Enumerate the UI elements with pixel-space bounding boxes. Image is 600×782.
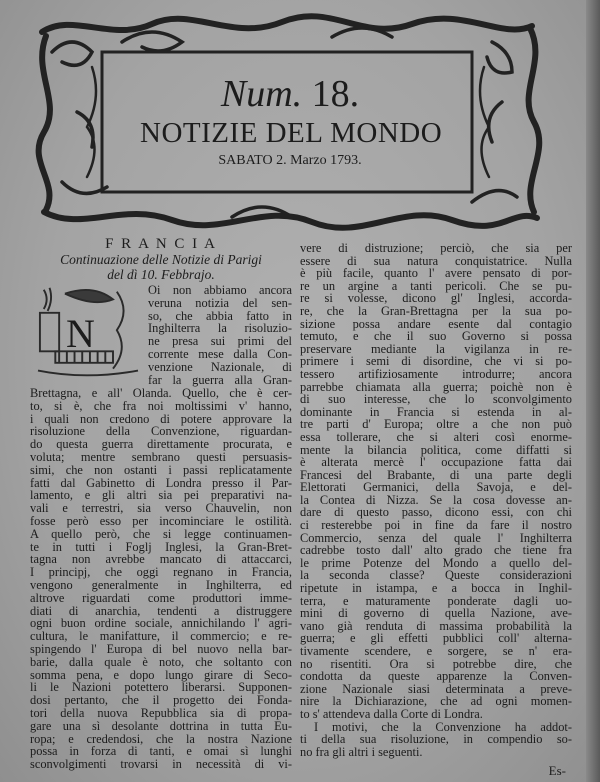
text-line: no risentiti. Ora si potrebbe dire, che <box>300 656 572 671</box>
text-line: re si volesse, dicono gl' Inglesi, accorda- <box>300 291 572 306</box>
text-line: to s' attendeva dalla Corte di Londra. <box>300 706 483 721</box>
text-line: veruna notizia del sen- <box>148 295 292 310</box>
text-line: venzione Nazionale, di <box>148 359 292 374</box>
newspaper-title: NOTIZIE DEL MONDO <box>140 117 443 149</box>
text-line: far la guerra alla Gran- <box>148 372 292 387</box>
section-heading: F R A N C I A <box>105 236 217 252</box>
text-line: Elettorati Germanici, della Savoja, e del- <box>300 480 572 495</box>
text-line: Inghilterra la risoluzio- <box>148 321 292 336</box>
text-line: re un argine a tanti pericoli. Che se pu- <box>300 278 572 293</box>
text-line: Commercio, senza del quale l' Inghilterra <box>300 530 572 545</box>
issue-number-value: 18. <box>311 73 360 115</box>
issue-number-prefix: Num. <box>220 73 303 115</box>
text-line: I motivi, che la Convenzione ha addot- <box>314 719 572 734</box>
text-line: fosse però esso per incominciare le ostilità. <box>30 513 292 528</box>
section-subheading: Continuazione delle Notizie di Parigi <box>60 252 262 267</box>
text-line: di suo interesse, che lo sconvolgimento <box>300 392 572 407</box>
text-line: è più facile, quanto l' avere pensato di por- <box>300 266 572 281</box>
text-line: dosi pertanto, che il progetto dei Fonda- <box>30 693 292 708</box>
text-line: temuto, e che il suo Governo si possa <box>300 329 572 344</box>
text-line: altrove riguardati come produttori imme- <box>30 590 292 605</box>
text-line: I principj, che oggi regnano in Francia, <box>30 565 292 580</box>
text-line: terra, e maturamente ponderate dagli uo- <box>300 593 572 608</box>
left-column <box>30 387 292 771</box>
text-line: barie, dalla quale è noto, che soltanto con <box>30 654 292 669</box>
text-line: vali e terrestri, sia verso Chauvelin, non <box>30 501 292 516</box>
text-line: spingendo l' Europa di bel nuovo nella bar- <box>30 641 292 656</box>
text-line: essa tollerare, che si alteri così enorme- <box>300 429 572 444</box>
drop-cap-letter: N <box>66 311 95 356</box>
text-line: ci resterebbe poi in fine da fare il nostro <box>300 518 572 533</box>
text-line: la seconda classe? Queste considerazioni <box>300 568 572 583</box>
text-line: sizione possa andare esente dal contagio <box>300 316 572 331</box>
text-line: condotta da queste apparenze la Conven- <box>300 669 572 684</box>
text-line: i quali non credono di potere approvare la <box>30 411 292 426</box>
catchword: Es- <box>548 763 566 778</box>
text-line: A quello però, che si legge continuamen- <box>30 526 292 541</box>
text-line: tori della nuova Repubblica sia di propa- <box>30 705 292 720</box>
text-line: vengono generalmente in Inghilterra, ed <box>30 577 292 592</box>
text-line: simi, che non ostanti i passi replicatamente <box>30 462 292 477</box>
text-line: fatti dal Gabinetto di Londra presso il Par- <box>30 475 292 490</box>
text-line: tessero artifiziosamente introdurre; ancora <box>300 366 572 381</box>
text-line: la Contea di Nizza. Se la cosa dovesse an- <box>300 492 572 507</box>
text-line: gare una sì desolante dottrina in tutta Eu- <box>30 718 292 733</box>
text-line: vere di distruzione; perciò, che sia per <box>300 241 572 255</box>
drop-cap-ornament <box>34 284 142 384</box>
text-line: sconvolgimenti trovarsi in necessità di vi- <box>30 757 292 772</box>
text-line: le prime Potenze del Mondo a quello del- <box>300 555 572 570</box>
text-line: ropa; e credendosi, che la nostra Nazione <box>30 731 292 746</box>
text-line: zione Nazionale siasi determinata a preve- <box>300 681 572 696</box>
text-line: Brettagna, e all' Olanda. Quello, che è cer- <box>30 386 292 400</box>
text-line: cadrebbe tosto dall' alto grado che tiene fra <box>300 543 572 558</box>
text-line: vano già renduta di massima probabilità la <box>300 618 572 633</box>
text-line: so, che abbia fatto in <box>148 308 292 323</box>
text-line: risoluzione della Convenzione, riguardan- <box>30 424 292 439</box>
text-line: do questa guerra direttamente procurata, e <box>30 437 292 452</box>
right-column <box>300 242 572 758</box>
text-line: re, che la Gran-Brettagna per la sua po- <box>300 303 572 318</box>
text-line: mente la bilancia politica, come diffatti si <box>300 442 572 457</box>
text-line: tagna non avrebbe mancato di attaccarci, <box>30 552 292 567</box>
text-line: tivamente scendere, e sorgere, se n' era- <box>300 644 572 658</box>
text-line: è alterata mercè l' occupazione fatta dai <box>300 455 572 470</box>
section-dateline: del dì 10. Febbrajo. <box>107 267 215 282</box>
text-line: cultura, le manifatture, il commercio; e re- <box>30 629 292 644</box>
text-line: li le Nazioni potettero liberarsi. Supponen- <box>30 680 292 695</box>
issue-date: SABATO 2. Marzo 1793. <box>218 153 362 168</box>
text-line: essere di sua natura conquistatrice. Nulla <box>300 253 572 268</box>
text-line: possa in forza di tanti, e omai sì lunghi <box>30 744 292 759</box>
text-line: no fra gli altri i seguenti. <box>300 744 423 759</box>
text-line: ne presa sui primi del <box>148 334 292 349</box>
text-line: diati di anarchia, tendenti a distruggere <box>30 603 292 618</box>
text-line: dominante in Francia si estenda in al- <box>300 404 572 419</box>
text-line: primere i semi di disordine, che vi si po- <box>300 354 572 369</box>
page-edge-shadow <box>586 0 600 782</box>
text-line: corrente mese dalla Con- <box>148 346 292 361</box>
text-line: mini di governo di quella Nazione, ave- <box>300 606 572 621</box>
text-line: to, si è, che fra noi moltissimi v' hanno, <box>30 398 292 413</box>
text-line: somma pena, e dopo lungo girare di Seco- <box>30 667 292 682</box>
text-line: ti della sua risoluzione, in compendio so- <box>300 732 572 747</box>
left-column-capped <box>148 284 292 386</box>
text-line: Francesi del Brabante, di una parte degli <box>300 467 572 482</box>
text-line: lamento, e gli altri sia pei preparativi na- <box>30 488 292 503</box>
text-line: voluta; mentre sembrano questi persuasis- <box>30 449 292 464</box>
text-line: parrebbe chiamata alla guerra; poichè non è <box>300 379 572 394</box>
text-line: ogni buon ordine sociale, annichilando l' agri- <box>30 616 292 631</box>
text-line: guerra; e gli effetti pubblici coll' alterna- <box>300 631 572 646</box>
text-line: dare di questo passo, dicono essi, con chi <box>300 505 572 520</box>
text-line: tre parti d' Europa; oltre a che non può <box>300 417 572 432</box>
text-line: te in tutti i Foglj Inglesi, la Gran-Bret- <box>30 539 292 554</box>
text-line: nire la Dichiarazione, che ad ogni momen- <box>300 694 572 709</box>
text-line: ripetute in istampa, e a bocca in Inghil- <box>300 581 572 596</box>
text-line: Oi non abbiamo ancora <box>148 283 292 297</box>
issue-number <box>140 74 440 114</box>
text-line: preservare mediante la vigilanza in re- <box>300 341 572 356</box>
